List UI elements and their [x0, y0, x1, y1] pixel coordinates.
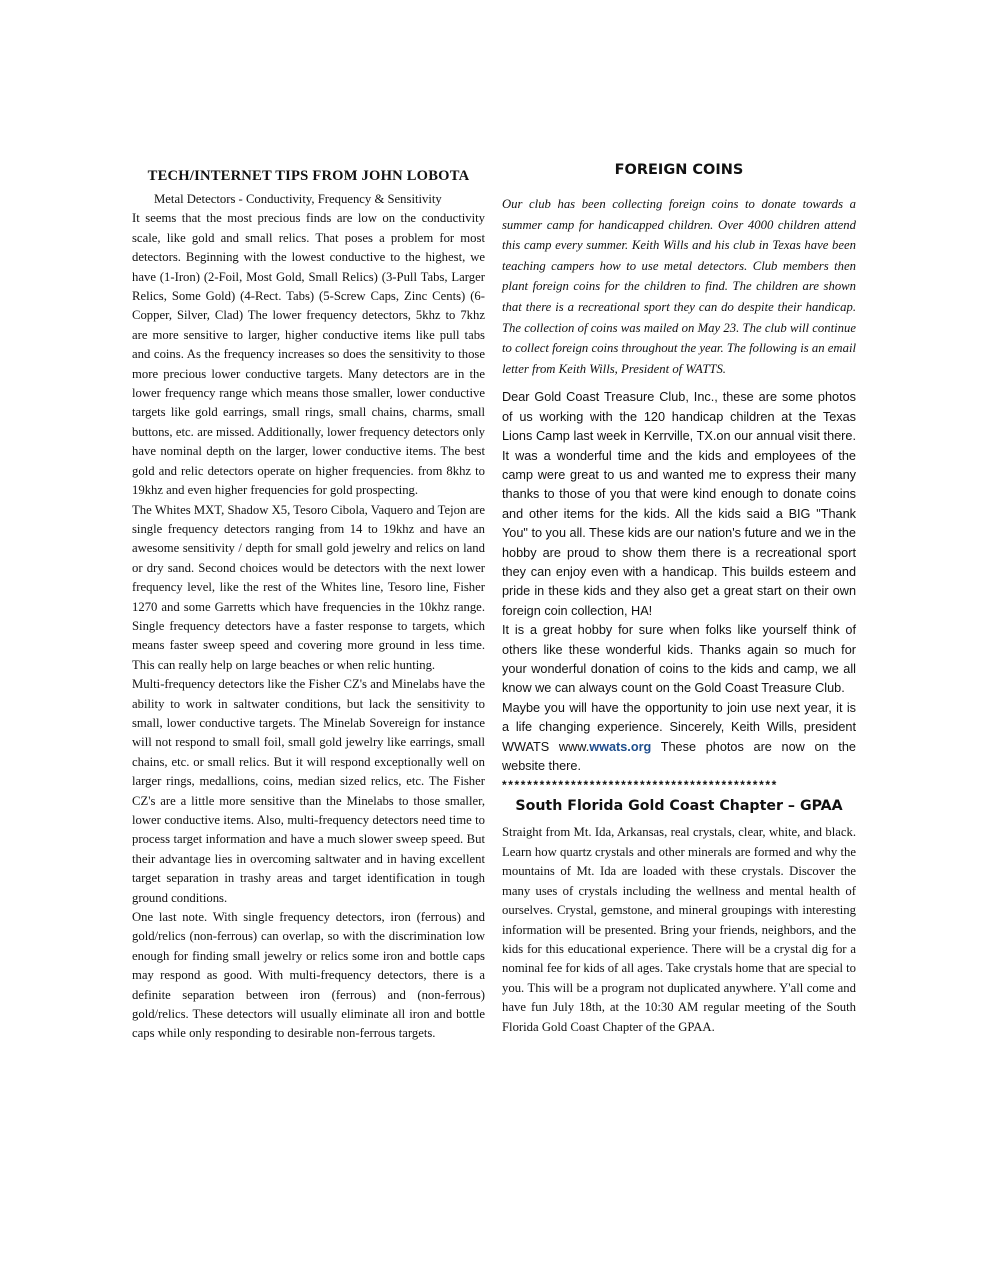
gpaa-body: Straight from Mt. Ida, Arkansas, real crystals, clear, white, and black. Learn how quartz crystals and other minerals are formed and why the mountains of Mt. Ida are loaded with these crystals. Discover the many uses of crystals including the wellness and mental health of ourselves. Crystal, gemstone, and mineral groupings with interesting information will be presented. Bring your friends, neighbors, and the kids for this educational experience. There will be a crystal dig for a nominal fee for kids of all ages. Take crystals home that are special to you. This will be a program not duplicated anywhere. Y'all come and have fun July 18th, at the 10:30 AM regular meeting of the South Florida Gold Coast Chapter of the GPAA.: [502, 825, 857, 1034]
tech-tips-paragraph: The Whites MXT, Shadow X5, Tesoro Cibola, Vaquero and Tejon are single frequency detectors ranging from 14 to 19khz and have an awesome sensitivity / depth for small gold jewelry and relics on land or dry sand. Second choices would be detectors with the next lower frequency level, like the rest of the Whites line, Tesoro line, Fisher 1270 and some Garretts which have frequencies in the 10khz range. Single frequency detectors have a faster response to targets, which means faster sweep speed and covering more ground in less time. This can really help on large beaches or when relic hunting.: [132, 502, 485, 672]
letter-closing: [502, 699, 856, 777]
tech-tips-subtitle: Metal Detectors - Conductivity, Frequency & Sensitivity: [154, 192, 442, 206]
tech-tips-paragraph: It seems that the most precious finds are low on the conductivity scale, like gold and small relics. That poses a problem for most detectors. Beginning with the lowest conductive to the highest, we have (1-Iron) (2-Foil, Most Gold, Small Relics) (3-Pull Tabs, Larger Relics, Some Gold) (4-Rect. Tabs) (5-Screw Caps, Zinc Cents) (6-Copper, Silver, Clad) The lower frequency detectors, 5khz to 7khz are more sensitive to larger, higher conductive items like pull tabs and coins. As the frequency increases so does the sensitivity to those more precious lower conductive targets. Many detectors are in the lower frequency range which means those smaller, lower conductive targets like gold earrings, small rings, small chains, charms, small buttons, etc. are missed. Additionally, lower frequency detectors only have nominal depth on the larger, lower conductive items. The best gold and relic detectors operate on higher frequencies. from 8khz to 19khz and even higher frequencies for gold prospecting.: [132, 211, 485, 498]
foreign-coins-intro: Our club has been collecting foreign coins to donate towards a summer camp for handicapped children. Over 4000 children attend this camp every summer. Keith Wills and his club in Texas have been teaching campers how to use metal detectors. Club members then plant foreign coins for the children to find. The children are shown that there is a recreational sport they can do despite their handicap. The collection of coins was mailed on May 23. The club will continue to collect foreign coins throughout the year. The following is an email letter from Keith Wills, President of WATTS.: [502, 197, 856, 376]
letter-closing-text-end: These photos are now on the website there.: [502, 739, 856, 774]
tech-tips-paragraph: One last note. With single frequency detectors, iron (ferrous) and gold/relics (non-ferrous) can overlap, so with the discrimination low enough for finding small jewelry or relics some iron and bottle caps may respond as good. With multi-frequency detectors, there is a definite separation between iron (ferrous) and (non-ferrous) gold/relics. These detectors will usually eliminate all iron and bottle caps while only responding to desirable non-ferrous targets.: [132, 910, 485, 1041]
letter-closing-text: Maybe you will have the opportunity to join use next year, it is a life changing experience. Sincerely, Keith Wills, president WWATS www.: [502, 700, 856, 754]
tech-tips-paragraph: Multi-frequency detectors like the Fisher CZ's and Minelabs have the ability to work in saltwater conditions, but lack the sensitivity to small, lower conductive targets. The Minelab Sovereign for instance will not respond to small foil, small gold jewelry like earrings, small chains, etc. or small relics. But it will respond exceptionally well on larger rings, medallions, coins, median sized relics, etc. The Fisher CZ's are a little more sensitive than the Minelabs to those smaller, lower conductive items. Also, multi-frequency detectors need time to process target information and have a much slower sweep speed. But their advantage lies in overcoming saltwater and in having excellent target separation in trashy areas and target identification in tough ground conditions.: [132, 677, 485, 905]
foreign-coins-column: [502, 160, 856, 1037]
section-divider: ********************************************: [502, 778, 778, 793]
foreign-coins-heading: FOREIGN COINS: [614, 162, 744, 178]
wwats-link[interactable]: wwats.org: [589, 739, 652, 754]
tech-tips-heading: TECH/INTERNET TIPS FROM JOHN LOBOTA: [147, 168, 470, 184]
letter-paragraph: Dear Gold Coast Treasure Club, Inc., these are some photos of us working with the 120 handicap children at the Texas Lions Camp last week in Kerrville, TX.on our annual visit there. It was a wonderful time and the kids and employees of the camp were great to us and wanted me to express their many thanks to those of you that were kind enough to donate coins and other items for the kids. All the kids said a BIG "Thank You" to you all. These kids are our nation's future and we in the hobby are proud to show them there is a recreational sport they can enjoy even with a handicap. This builds esteem and pride in these kids and they also get a great start on their own foreign coin collection, HA!: [502, 390, 856, 618]
gpaa-heading: South Florida Gold Coast Chapter – GPAA: [515, 798, 843, 815]
tech-tips-column: [132, 160, 485, 1044]
letter-paragraph: It is a great hobby for sure when folks like yourself think of others like these wonderful kids. Thanks again so much for your wonderful donation of coins to the kids and camp, we all know we can always count on the Gold Coast Treasure Club.: [502, 623, 856, 696]
